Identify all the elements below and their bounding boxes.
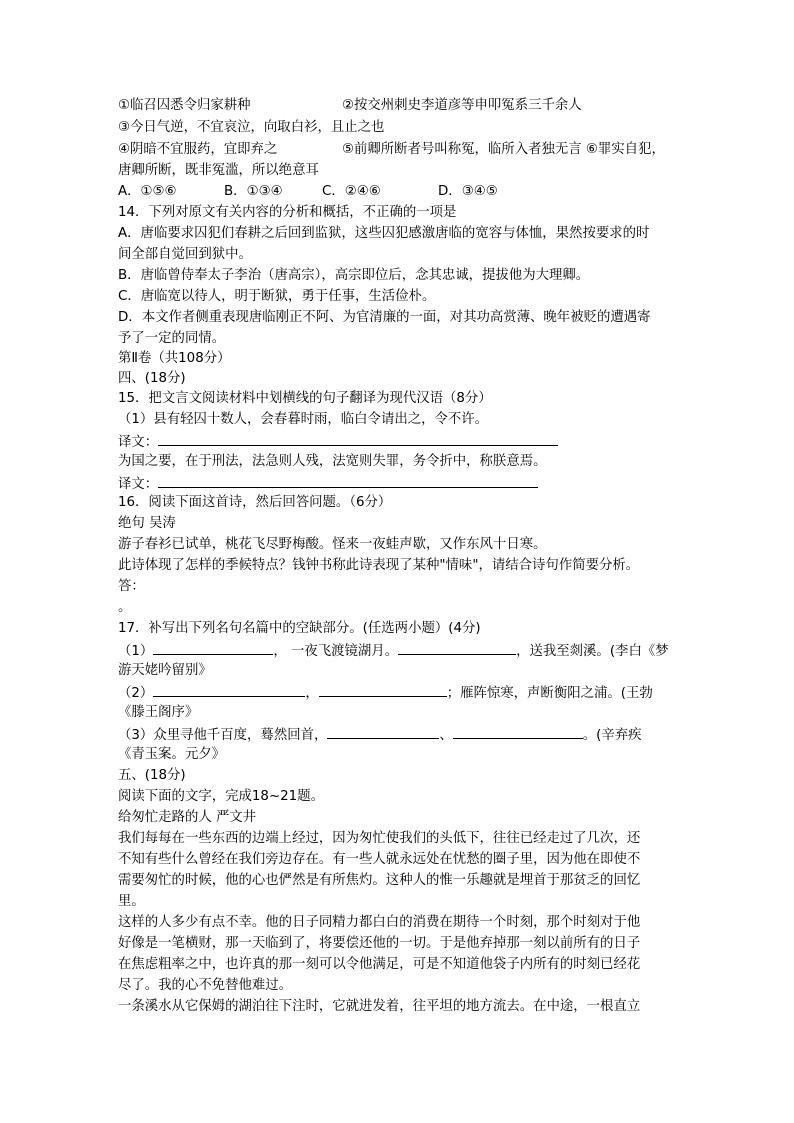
q17-1-blank-b[interactable]: [398, 640, 516, 655]
poem-title: 绝句 吴涛: [118, 516, 176, 531]
q15-sentence-2: 为国之要，在于刑法，法急则人残，法宽则失罪，务令折中，称朕意焉。: [118, 454, 547, 469]
translation-label-1: 译文：: [118, 435, 159, 450]
question-14: 14．下列对原文有关内容的分析和概括，不正确的一项是: [118, 205, 457, 220]
reading-instruction: 阅读下面的文字，完成18~21题。: [118, 789, 324, 804]
essay-line-5: 这样的人多少有点不幸。他的日子同精力都白白的消费在期待一个时刻，那个时刻对于他: [118, 915, 641, 930]
choice-d: D．③④⑤: [438, 184, 498, 199]
translation-blank-1[interactable]: [158, 431, 558, 446]
q17-1-source-cont: 游天姥吟留别》: [118, 663, 212, 678]
q17-3-text: （3）众里寻他千百度，蓦然回首，: [118, 728, 328, 743]
question-17: 17．补写出下列名句名篇中的空缺部分。(任选两小题）(4分): [118, 621, 481, 636]
answer-choices: [118, 182, 678, 202]
q17-item-3: [118, 724, 678, 744]
answer-label: 答：: [118, 579, 145, 594]
q17-2-blank-a[interactable]: [153, 682, 305, 697]
essay-line-9: 一条溪水从它保姆的湖泊往下注时，它就进发着，往平坦的地方流去。在中途，一根直立: [118, 999, 641, 1014]
option-2: ②按交州刺史李道彦等申叩冤系三千余人: [342, 98, 582, 113]
q17-2-comma: ，: [305, 686, 319, 701]
option-1: ①临召囚悉令归家耕种: [118, 98, 251, 113]
option-4: ④阴暗不宜服药，宜即弃之: [118, 142, 278, 157]
essay-line-4: 里。: [118, 894, 145, 909]
q14-option-d-line2: 予了一定的同情。: [118, 331, 226, 346]
q17-3-blank-a[interactable]: [327, 724, 439, 739]
translation-label-2: 译文：: [118, 477, 159, 492]
option-line-3: [118, 140, 678, 160]
q17-3-sep: 、: [439, 728, 453, 743]
q17-2-text: ；雁阵惊寒，声断衡阳之浦。(王勃: [446, 686, 653, 701]
q17-1-source: ，送我至剡溪。(李白《梦: [516, 644, 669, 659]
q14-option-a-line1: A．唐临要求囚犯们春耕之后回到监狱，这些囚犯感激唐临的宽容与体恤，果然按要求的时: [118, 226, 650, 241]
answer-end-mark: 。: [118, 600, 132, 615]
option-5-6: ⑤前卿所断者号叫称冤，临所入者独无言 ⑥罪实自犯，: [342, 142, 665, 157]
essay-line-3: 需要匆忙的时候，他的心也俨然是有所焦灼。这种人的惟一乐趣就是埋首于那贫乏的回忆: [118, 873, 641, 888]
q17-item-2: [118, 682, 678, 702]
essay-line-2: 不知有些什么曾经在我们旁边存在。有一些人就永远处在忧愁的圈子里，因为他在即使不: [118, 852, 641, 867]
question-16: 16．阅读下面这首诗，然后回答问题。（6分）: [118, 495, 392, 510]
q14-option-b: B．唐临曾侍奉太子李治（唐高宗），高宗即位后，念其忠诚，提拔他为大理卿。: [118, 268, 590, 283]
choice-c: C．②④⑥: [322, 184, 381, 199]
q14-option-a-line2: 间全部自觉回到狱中。: [118, 247, 252, 262]
q15-sentence-1: （1）县有轻囚十数人，会春暮时雨，临白令请出之，令不许。: [118, 412, 489, 427]
q17-2-source: 《滕王阁序》: [118, 705, 199, 720]
essay-line-8: 尽了。我的心不免替他难过。: [118, 978, 293, 993]
q17-item-1: [118, 640, 678, 660]
q17-3-source: 。(辛弃疾: [582, 728, 642, 743]
choice-b: B．①③④: [224, 184, 283, 199]
q17-1-number: （1）: [118, 644, 154, 659]
choice-a: A．①⑤⑥: [118, 184, 177, 199]
poem-text: 游子春衫已试单，桃花飞尽野梅酸。怪来一夜蛙声歇，又作东风十日寒。: [118, 537, 547, 552]
translation-blank-2[interactable]: [158, 473, 538, 488]
option-line-4: 唐卿所断，既非冤滥，所以绝意耳: [118, 163, 319, 178]
q14-option-c: C．唐临宽以待人，明于断狱，勇于任事，生活俭朴。: [118, 289, 436, 304]
q14-option-d-line1: D．本文作者侧重表现唐临刚正不阿、为官清廉的一面，对其功高赏薄、晚年被贬的遭遇寄: [118, 310, 651, 325]
translation-line-1: [118, 431, 678, 451]
section-4-heading: 四、(18分): [118, 371, 186, 386]
q17-3-blank-b[interactable]: [453, 724, 583, 739]
q17-2-number: （2）: [118, 686, 154, 701]
section-5-heading: 五、(18分): [118, 768, 186, 783]
option-line-1: [118, 96, 678, 116]
q17-3-source-cont: 《青玉案。元夕》: [118, 747, 226, 762]
q17-1-text: ， 一夜飞渡镜湖月。: [273, 644, 399, 659]
essay-line-1: 我们每每在一些东西的边端上经过，因为匆忙使我们的头低下，往往已经走过了几次，还: [118, 831, 641, 846]
q17-2-blank-b[interactable]: [319, 682, 447, 697]
question-15: 15．把文言文阅读材料中划横线的句子翻译为现代汉语（8分）: [118, 391, 492, 406]
q17-1-blank-a[interactable]: [153, 640, 273, 655]
essay-line-6: 好像是一笔横财，那一天临到了，将要偿还他的一切。于是他弃掉那一刻以前所有的日子: [118, 936, 641, 951]
part-2-heading: 第Ⅱ卷（共108分）: [118, 351, 231, 366]
essay-line-7: 在焦虑粗率之中，也许真的那一刻可以令他满足，可是不知道他袋子内所有的时刻已经花: [118, 957, 641, 972]
option-line-2: ③今日气逆，不宜哀泣，向取白衫，且止之也: [118, 120, 385, 135]
q16-ask: 此诗体现了怎样的季候特点？钱钟书称此诗表现了某种"情味"，请结合诗句作简要分析。: [118, 558, 640, 573]
translation-line-2: [118, 473, 678, 493]
essay-title: 给匆忙走路的人 严文井: [118, 810, 257, 825]
